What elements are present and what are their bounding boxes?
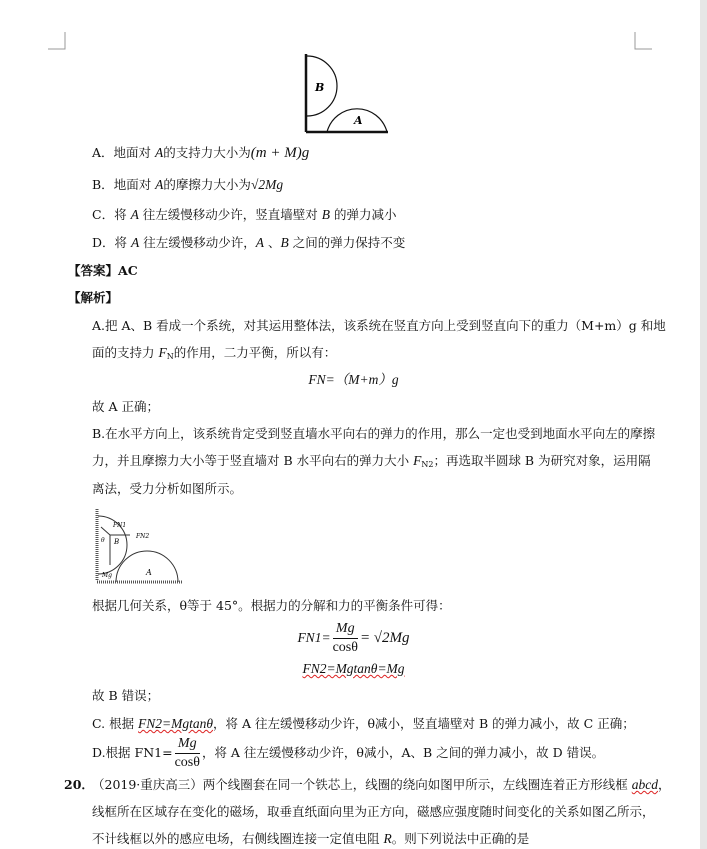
label-fn1: FN1	[113, 522, 127, 529]
text-segment: FN2=Mgtanθ	[138, 716, 214, 731]
equation-fn2	[0, 660, 707, 678]
text-segment: R	[383, 831, 392, 846]
margin-corner-mark	[634, 32, 652, 50]
text-segment: 面的支持力	[92, 345, 159, 360]
option-b	[92, 176, 283, 194]
text-segment: abcd	[631, 777, 659, 792]
text-segment: 将	[114, 235, 132, 250]
text-segment: F	[413, 453, 422, 468]
text-segment: A	[155, 177, 164, 192]
text-segment: D.根据 FN1=	[92, 745, 173, 760]
text-segment: 的弹力减小	[330, 207, 397, 222]
text-segment: = √2Mg	[359, 630, 410, 646]
label-fn2: FN2	[136, 533, 150, 540]
text-segment: 地面对	[113, 145, 156, 160]
text-segment: C. 根据	[92, 716, 139, 731]
analysis-heading: 【解析】	[68, 290, 119, 305]
text-segment: N2	[421, 460, 434, 469]
text-segment: D．	[92, 235, 115, 250]
label-mg: Mg	[102, 572, 112, 579]
text-segment: 【答案】	[68, 263, 119, 278]
text-segment: ，	[658, 777, 671, 792]
text-segment: A	[130, 207, 139, 222]
text-segment: 之间的弹力保持不变	[288, 235, 406, 250]
analysis-line: A.把 A、B 看成一个系统，对其运用整体法，该系统在竖直方向上受到竖直向下的重力（M+m）g 和地	[92, 318, 666, 333]
text-segment: B．	[92, 177, 114, 192]
text-segment: cosθ	[332, 640, 358, 655]
equation-fn1	[0, 620, 707, 657]
text-segment: A	[255, 235, 264, 250]
text-segment: cosθ	[174, 755, 200, 770]
label-theta: θ	[101, 537, 105, 544]
analysis-line	[92, 344, 336, 366]
text-segment: 地面对	[113, 177, 156, 192]
text-segment: 的摩擦力大小为	[163, 177, 251, 192]
equation-fn	[0, 371, 707, 389]
analysis-line	[92, 452, 651, 474]
text-segment: 力，并且摩擦力大小等于竖直墙对 B 水平向右的弹力大小	[92, 453, 414, 468]
text-segment: 往左缓慢移动少许，	[139, 235, 256, 250]
label-a: A	[146, 568, 152, 577]
analysis-line: B.在水平方向上，该系统肯定受到竖直墙水平向右的弹力的作用，那么一定也受到地面水平向左的摩擦	[92, 426, 656, 441]
text-segment: （2019·重庆高三）两个线圈套在同一个铁芯上，线圈的绕向如图甲所示，左线圈连着正方形线框	[92, 777, 632, 792]
text-segment: 不计线框以外的感应电场，右侧线圈连接一定值电阻	[92, 831, 384, 846]
text-segment: √2Mg	[250, 177, 284, 192]
option-d	[92, 234, 405, 252]
question-number: 20．	[64, 777, 94, 792]
label-b: B	[315, 81, 325, 94]
label-a: A	[354, 114, 363, 127]
text-segment: B	[321, 207, 331, 222]
figure-hemispheres	[300, 46, 390, 136]
figure-force-diagram	[90, 505, 185, 587]
text-segment: 的支持力大小为	[163, 145, 251, 160]
analysis-line: 故 B 错误；	[92, 688, 160, 703]
text-segment: 往左缓慢移动少许，竖直墙壁对	[138, 207, 322, 222]
text-segment: Mg	[175, 735, 200, 754]
option-c	[92, 206, 397, 224]
question-line	[92, 830, 529, 848]
text-segment: B	[280, 235, 289, 250]
option-a	[92, 144, 309, 162]
text-segment: C．	[92, 207, 115, 222]
text-segment: A．	[92, 145, 114, 160]
text-segment: ，将 A 往左缓慢移动少许，θ减小，A、B 之间的弹力减小，故 D 错误。	[201, 745, 605, 760]
analysis-line: 故 A 正确；	[92, 399, 159, 414]
answer	[68, 262, 138, 280]
text-segment: A	[131, 235, 140, 250]
text-segment: FN1=	[297, 630, 331, 645]
text-segment: A	[155, 145, 164, 160]
text-segment: F	[158, 345, 167, 360]
question-line	[92, 776, 671, 794]
label-b: B	[114, 538, 120, 546]
analysis-line	[92, 735, 604, 772]
analysis-line: 离法，受力分析如图所示。	[92, 481, 243, 496]
question-line: 线框所在区域存在变化的磁场，取垂直纸面向里为正方向，磁感应强度随时间变化的关系如图乙所示，	[92, 804, 655, 819]
text-segment: N	[166, 352, 174, 361]
text-segment: 将	[114, 207, 131, 222]
analysis-line: 根据几何关系，θ等于 45°。根据力的分解和力的平衡条件可得：	[92, 598, 451, 613]
text-segment: AC	[118, 263, 138, 278]
text-segment: (m + M)g	[250, 145, 310, 161]
text-segment: ，将 A 往左缓慢移动少许，θ减小，竖直墙壁对 B 的弹力减小，故 C 正确；	[213, 716, 635, 731]
text-segment: FN=（M+m）g	[308, 372, 399, 387]
text-segment: 的作用，二力平衡，所以有：	[173, 345, 337, 360]
analysis-line	[92, 715, 635, 733]
scroll-gutter	[700, 0, 707, 849]
text-segment: 、	[264, 235, 281, 250]
text-segment: FN2=Mgtanθ=Mg	[302, 661, 405, 676]
text-segment: Mg	[333, 620, 358, 639]
margin-corner-mark	[48, 32, 66, 50]
text-segment: ；再选取半圆球 B 为研究对象，运用隔	[433, 453, 651, 468]
text-segment: 。则下列说法中正确的是	[391, 831, 530, 846]
